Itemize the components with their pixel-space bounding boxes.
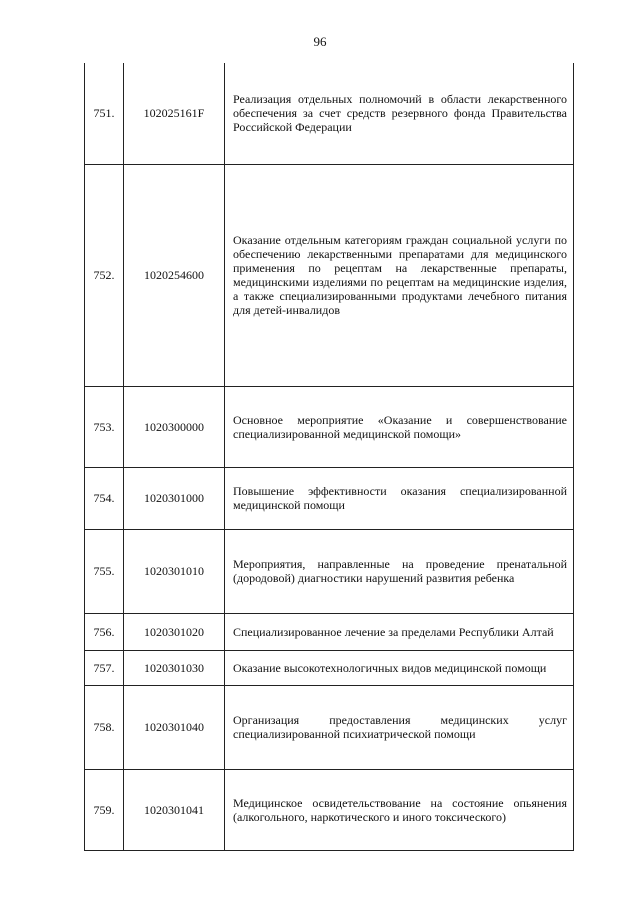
row-code: 1020301041 <box>124 769 225 850</box>
row-description: Мероприятия, направленные на проведение пренатальной (дородовой) диагностики нарушений развития ребенка <box>225 529 574 613</box>
row-number: 751. <box>85 63 124 164</box>
row-number: 754. <box>85 467 124 529</box>
table-row <box>85 685 574 769</box>
table-row <box>85 386 574 467</box>
row-number: 759. <box>85 769 124 850</box>
row-number: 752. <box>85 164 124 386</box>
row-number: 758. <box>85 685 124 769</box>
row-code: 1020301030 <box>124 650 225 685</box>
row-description: Организация предоставления медицинских услуг специализированной психиатрической помощи <box>225 685 574 769</box>
row-code: 1020300000 <box>124 386 225 467</box>
page-number: 96 <box>313 34 327 49</box>
table-row <box>85 613 574 650</box>
row-number: 755. <box>85 529 124 613</box>
row-description: Специализированное лечение за пределами Республики Алтай <box>225 613 574 650</box>
row-code: 102025161F <box>124 63 225 164</box>
row-code: 1020301000 <box>124 467 225 529</box>
row-code: 1020254600 <box>124 164 225 386</box>
row-number: 753. <box>85 386 124 467</box>
table-row <box>85 164 574 386</box>
row-description: Реализация отдельных полномочий в области лекарственного обеспечения за счет средств резервного фонда Правительства Российской Федерации <box>225 63 574 164</box>
row-code: 1020301020 <box>124 613 225 650</box>
row-description: Повышение эффективности оказания специализированной медицинской помощи <box>225 467 574 529</box>
budget-classification-table <box>84 63 574 851</box>
row-description: Оказание высокотехнологичных видов медицинской помощи <box>225 650 574 685</box>
row-description: Основное мероприятие «Оказание и совершенствование специализированной медицинской помощи» <box>225 386 574 467</box>
row-description: Оказание отдельным категориям граждан социальной услуги по обеспечению лекарственными препаратами для медицинского применения по рецептам на лекарственные препараты, медицинскими изделиями по рецептам на медицинские изделия, а также специализированными продуктами лечебного питания для детей-инвалидов <box>225 164 574 386</box>
table-row <box>85 529 574 613</box>
table-row <box>85 650 574 685</box>
row-code: 1020301040 <box>124 685 225 769</box>
table-row <box>85 467 574 529</box>
table-row <box>85 63 574 164</box>
row-code: 1020301010 <box>124 529 225 613</box>
row-number: 757. <box>85 650 124 685</box>
row-description: Медицинское освидетельствование на состояние опьянения (алкогольного, наркотического и иного токсического) <box>225 769 574 850</box>
row-number: 756. <box>85 613 124 650</box>
table-row <box>85 769 574 850</box>
